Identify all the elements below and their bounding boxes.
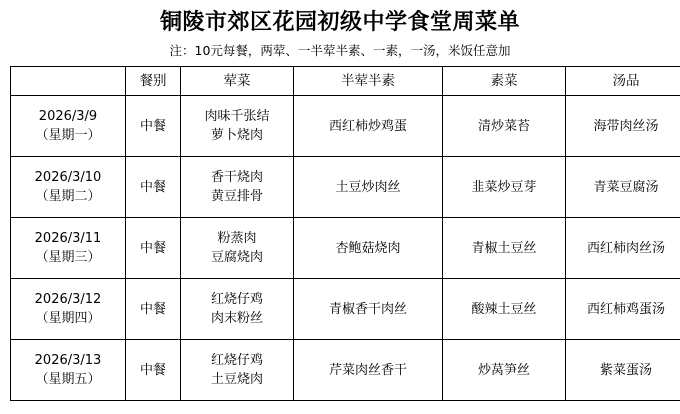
cell-meat [181,157,294,218]
cell-meal-type: 中餐 [126,340,181,401]
table-row [11,340,680,401]
page-title: 铜陵市郊区花园初级中学食堂周菜单 [159,10,520,35]
meat-line-1: 肉味千张结 [204,109,270,124]
cell-soup: 海带肉丝汤 [566,96,680,157]
date-line-1: 2026/3/9 [38,109,98,124]
cell-half-meat: 青椒香干肉丝 [294,279,443,340]
cell-meat [181,96,294,157]
cell-meal-type: 中餐 [126,96,181,157]
weekly-menu-table [10,66,680,401]
meat-line-1: 红烧仔鸡 [210,292,263,307]
cell-date [11,96,126,157]
cell-date [11,157,126,218]
page-subtitle: 注：10元每餐，两荤、一半荤半素、一素，一汤，米饭任意加 [169,43,511,58]
header-cell-half-meat: 半荤半素 [294,67,443,96]
cell-soup: 紫菜蛋汤 [566,340,680,401]
cell-vegetable: 炒莴笋丝 [443,340,566,401]
meat-line-1: 粉蒸肉 [217,231,257,246]
cell-vegetable: 青椒土豆丝 [443,218,566,279]
cell-meat [181,218,294,279]
date-line-1: 2026/3/12 [34,292,102,307]
cell-soup: 西红柿鸡蛋汤 [566,279,680,340]
cell-half-meat: 杏鲍菇烧肉 [294,218,443,279]
meat-line-2: 肉末粉丝 [210,311,263,326]
meat-line-2: 黄豆排骨 [210,189,263,204]
meat-line-1: 红烧仔鸡 [210,353,263,368]
meat-line-2: 土豆烧肉 [210,372,263,387]
meat-line-2: 豆腐烧肉 [210,250,263,265]
header-cell-meal-type: 餐别 [126,67,181,96]
cell-vegetable: 清炒菜苔 [443,96,566,157]
cell-date [11,218,126,279]
cell-date [11,279,126,340]
header-cell-soup: 汤品 [566,67,680,96]
cell-half-meat: 土豆炒肉丝 [294,157,443,218]
date-line-1: 2026/3/10 [34,170,102,185]
cell-vegetable: 酸辣土豆丝 [443,279,566,340]
cell-meat [181,279,294,340]
date-line-1: 2026/3/11 [34,231,102,246]
cell-meal-type: 中餐 [126,218,181,279]
table-row [11,96,680,157]
date-line-2: （星期二） [35,189,101,204]
cell-meal-type: 中餐 [126,279,181,340]
table-header-row [11,67,680,96]
cell-half-meat: 西红柿炒鸡蛋 [294,96,443,157]
header-cell-blank [11,67,126,96]
cell-half-meat: 芹菜肉丝香干 [294,340,443,401]
meat-line-2: 萝卜烧肉 [210,128,263,143]
table-row [11,218,680,279]
date-line-2: （星期四） [35,311,101,326]
cell-vegetable: 韭菜炒豆芽 [443,157,566,218]
date-line-2: （星期三） [35,250,101,265]
date-line-2: （星期五） [35,372,101,387]
cell-meal-type: 中餐 [126,157,181,218]
header-cell-meat: 荤菜 [181,67,294,96]
date-line-1: 2026/3/13 [34,353,102,368]
table-row [11,157,680,218]
date-line-2: （星期一） [35,128,101,143]
cell-meat [181,340,294,401]
header-cell-vegetable: 素菜 [443,67,566,96]
cell-soup: 青菜豆腐汤 [566,157,680,218]
table-row [11,279,680,340]
cell-date [11,340,126,401]
meat-line-1: 香干烧肉 [210,170,263,185]
cell-soup: 西红柿肉丝汤 [566,218,680,279]
